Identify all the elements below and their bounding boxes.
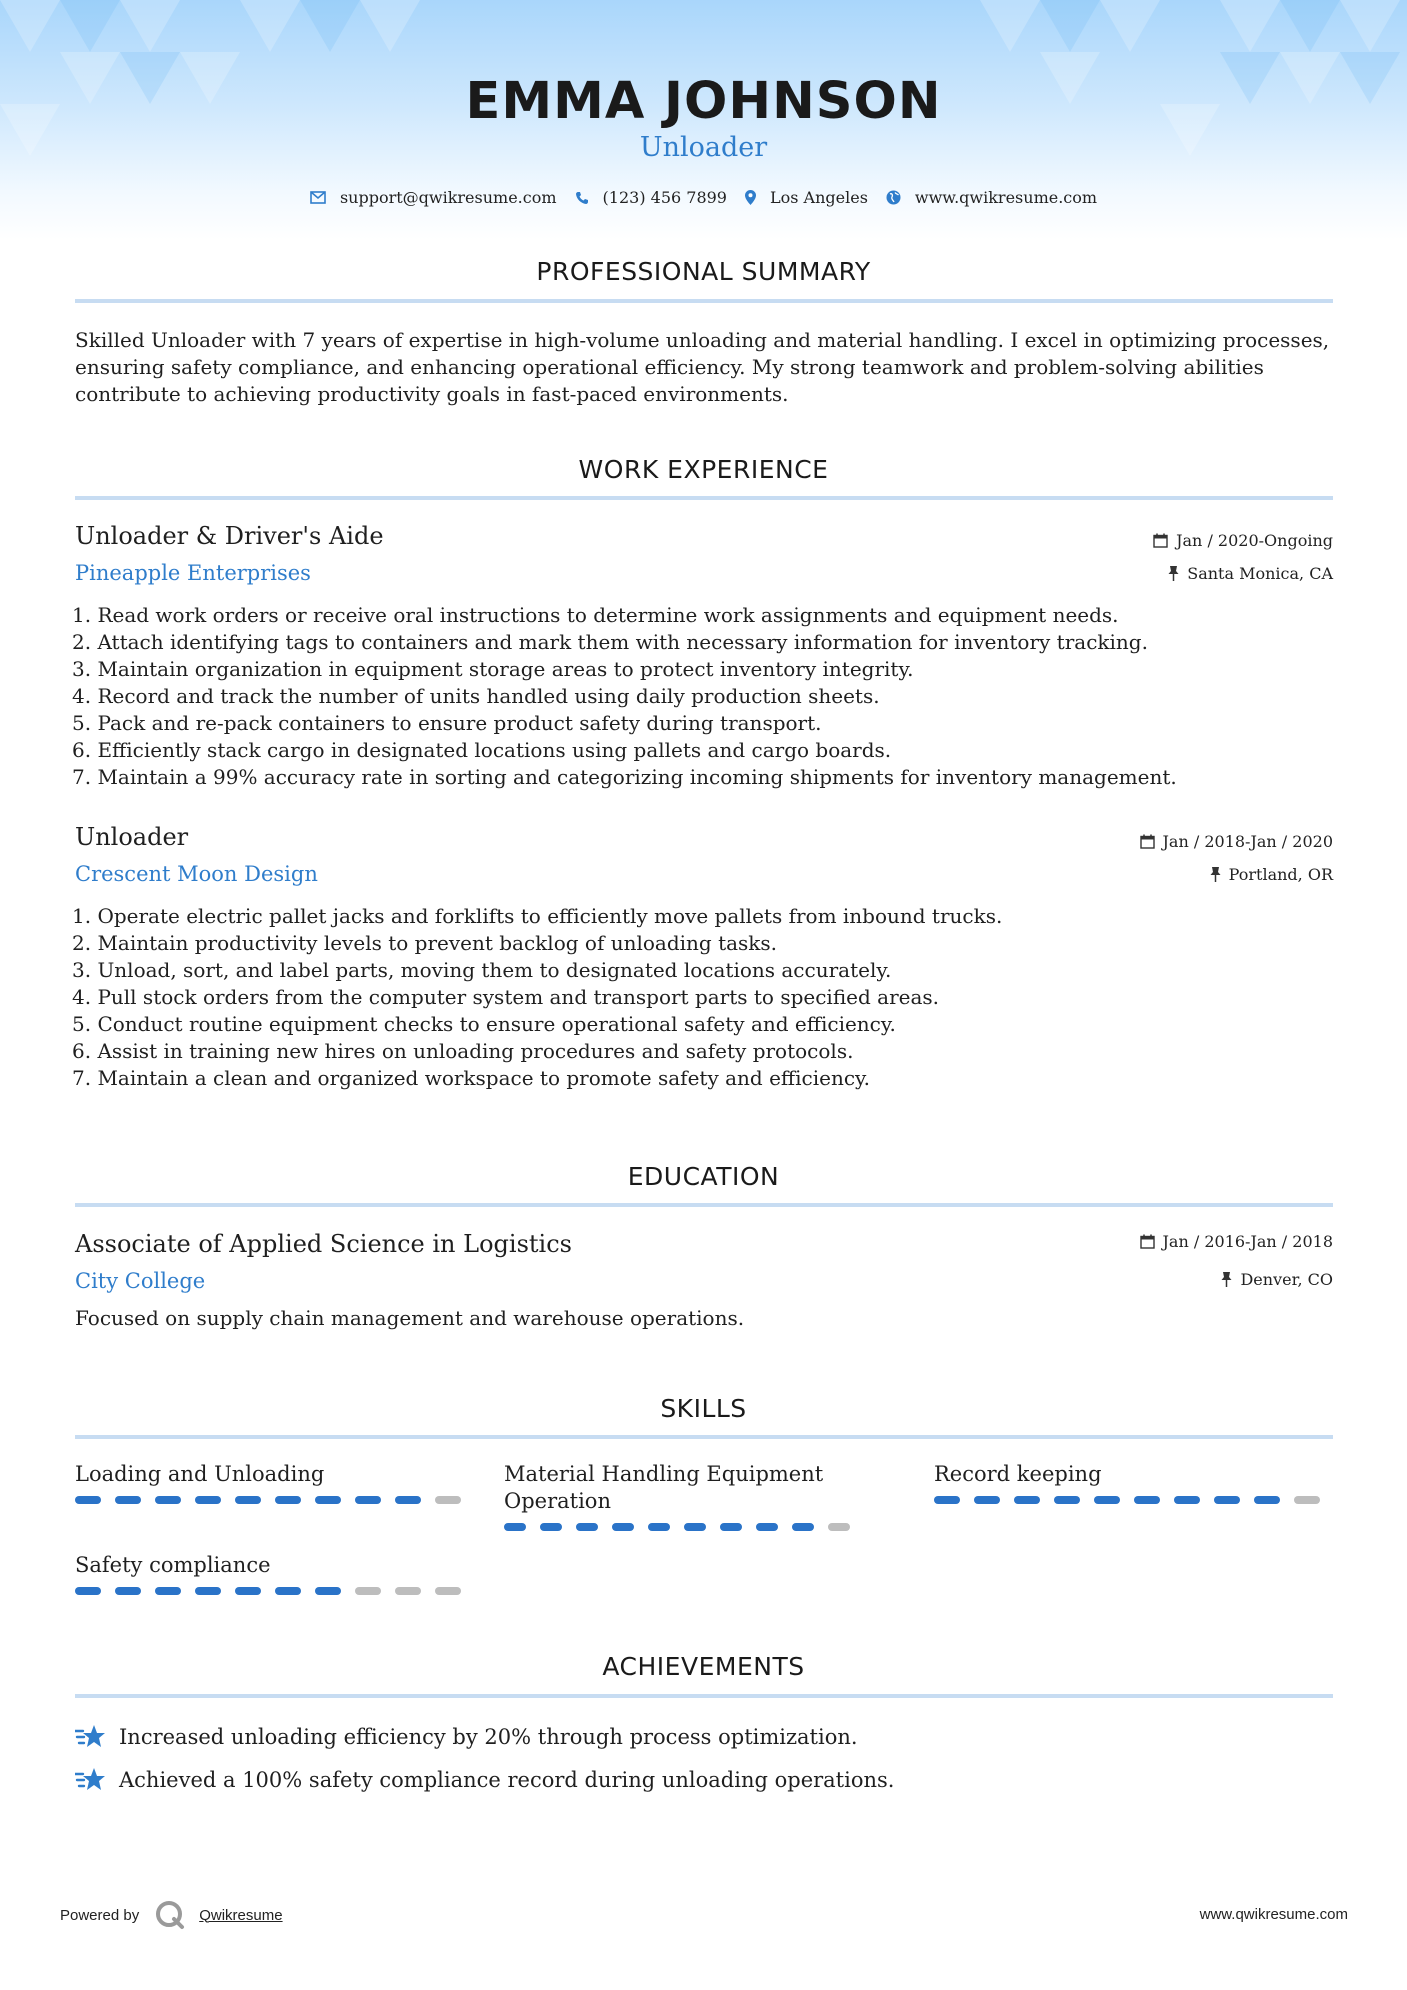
skill-segment-filled	[115, 1496, 141, 1504]
summary-line: Skilled Unloader with 7 years of expertise in high-volume unloading and material handling. I excel in optimizing processes,	[75, 328, 1330, 352]
skill-segment-filled	[75, 1496, 101, 1504]
duty-item: 4. Record and track the number of units handled using daily production sheets.	[72, 684, 880, 708]
skill-item	[75, 1461, 475, 1504]
summary-line: contribute to achieving productivity goals in fast-paced environments.	[75, 382, 789, 406]
duty-item: 2. Maintain productivity levels to prevent backlog of unloading tasks.	[72, 931, 778, 955]
duty-item: 1. Operate electric pallet jacks and forklifts to efficiently move pallets from inbound trucks.	[72, 904, 1003, 928]
duty-item: 6. Efficiently stack cargo in designated locations using pallets and cargo boards.	[72, 738, 892, 762]
skill-segment-filled	[1094, 1496, 1120, 1504]
achievement-text: Increased unloading efficiency by 20% through process optimization.	[119, 1725, 858, 1749]
pushpin-icon	[1210, 867, 1221, 882]
map-marker-icon	[745, 190, 756, 205]
duty-item: 7. Maintain a 99% accuracy rate in sorting and categorizing incoming shipments for inventory management.	[72, 765, 1177, 789]
skill-segment-empty	[395, 1587, 421, 1595]
contact-email-text: support@qwikresume.com	[339, 188, 557, 207]
skill-segment-filled	[504, 1523, 526, 1531]
duty-item: 6. Assist in training new hires on unloading procedures and safety protocols.	[72, 1039, 854, 1063]
skill-segment-filled	[720, 1523, 742, 1531]
achievements-heading: ACHIEVEMENTS	[602, 1652, 805, 1681]
achievement-text: Achieved a 100% safety compliance record during unloading operations.	[119, 1768, 895, 1792]
education-heading: EDUCATION	[627, 1162, 780, 1191]
education-dates	[1140, 1232, 1333, 1251]
school-name[interactable]: City College	[75, 1269, 206, 1293]
duty-item: 5. Conduct routine equipment checks to ensure operational safety and efficiency.	[72, 1012, 896, 1036]
pushpin-icon	[1168, 566, 1179, 581]
phone-icon	[575, 191, 589, 205]
skill-level-bar	[75, 1587, 475, 1595]
job-1-location-text: Santa Monica, CA	[1187, 564, 1333, 583]
skill-level-bar	[504, 1523, 864, 1531]
qwikresume-logo-icon	[155, 1900, 185, 1930]
skills-heading: SKILLS	[660, 1394, 747, 1423]
skill-segment-filled	[1014, 1496, 1040, 1504]
skills-divider	[75, 1435, 1333, 1439]
skill-segment-filled	[974, 1496, 1000, 1504]
globe-icon	[886, 190, 901, 205]
skill-segment-filled	[1214, 1496, 1240, 1504]
job-1-dates-text: Jan / 2020-Ongoing	[1176, 531, 1333, 550]
achievement-item	[75, 1723, 858, 1751]
skill-segment-filled	[684, 1523, 706, 1531]
education-location-text: Denver, CO	[1240, 1270, 1333, 1289]
job-2-location-text: Portland, OR	[1228, 865, 1333, 884]
skill-segment-filled	[315, 1587, 341, 1595]
skill-segment-filled	[1254, 1496, 1280, 1504]
contact-website-text: www.qwikresume.com	[914, 188, 1098, 207]
skill-segment-empty	[435, 1496, 461, 1504]
experience-heading: WORK EXPERIENCE	[578, 455, 829, 484]
skill-segment-empty	[435, 1587, 461, 1595]
duty-item: 1. Read work orders or receive oral instructions to determine work assignments and equipment needs.	[72, 603, 1119, 627]
skill-level-bar	[934, 1496, 1334, 1504]
job-2-duties	[72, 903, 1332, 1092]
skill-segment-filled	[155, 1496, 181, 1504]
calendar-icon	[1140, 1234, 1155, 1249]
skill-label: Material Handling Equipment Operation	[504, 1462, 824, 1513]
skill-item	[504, 1461, 864, 1531]
job-2-dates-text: Jan / 2018-Jan / 2020	[1162, 832, 1333, 851]
job-2-title: Unloader	[75, 823, 189, 851]
footer-powered-by	[60, 1900, 283, 1930]
job-1-duties	[72, 602, 1332, 791]
candidate-name: EMMA JOHNSON	[465, 72, 942, 131]
duty-item: 5. Pack and re-pack containers to ensure product safety during transport.	[72, 711, 822, 735]
summary-line: ensuring safety compliance, and enhancing operational efficiency. My strong teamwork and problem-solving abilities	[75, 355, 1264, 379]
skill-segment-filled	[648, 1523, 670, 1531]
skill-segment-filled	[75, 1587, 101, 1595]
skill-segment-filled	[115, 1587, 141, 1595]
envelope-icon	[310, 191, 326, 204]
duty-item: 7. Maintain a clean and organized workspace to promote safety and efficiency.	[72, 1066, 871, 1090]
summary-divider	[75, 299, 1333, 303]
skill-segment-filled	[395, 1496, 421, 1504]
skill-segment-filled	[1174, 1496, 1200, 1504]
calendar-icon	[1153, 533, 1168, 548]
skill-segment-empty	[828, 1523, 850, 1531]
degree-title: Associate of Applied Science in Logistics	[75, 1230, 572, 1258]
skill-segment-filled	[576, 1523, 598, 1531]
contact-website[interactable]	[886, 188, 1097, 207]
powered-by-label: Powered by	[60, 1906, 140, 1924]
achievement-item	[75, 1766, 894, 1794]
skill-segment-filled	[540, 1523, 562, 1531]
skill-label: Safety compliance	[75, 1553, 271, 1577]
duty-item: 3. Maintain organization in equipment storage areas to protect inventory integrity.	[72, 657, 914, 681]
job-2-company[interactable]: Crescent Moon Design	[75, 862, 318, 886]
duty-item: 2. Attach identifying tags to containers and mark them with necessary information for inventory tracking.	[72, 630, 1148, 654]
education-description: Focused on supply chain management and warehouse operations.	[75, 1306, 745, 1330]
skill-level-bar	[75, 1496, 475, 1504]
star-icon	[75, 1723, 105, 1751]
summary-heading: PROFESSIONAL SUMMARY	[536, 257, 871, 286]
skill-segment-filled	[612, 1523, 634, 1531]
summary-text	[75, 327, 1335, 408]
skill-segment-filled	[934, 1496, 960, 1504]
star-icon	[75, 1766, 105, 1794]
skill-segment-filled	[1134, 1496, 1160, 1504]
job-1-title: Unloader & Driver's Aide	[75, 522, 384, 550]
job-2-location	[1210, 865, 1333, 884]
duty-item: 4. Pull stock orders from the computer system and transport parts to specified areas.	[72, 985, 940, 1009]
contact-location	[745, 188, 868, 207]
skill-segment-filled	[275, 1496, 301, 1504]
footer-url[interactable]: www.qwikresume.com	[1199, 1906, 1348, 1923]
skill-segment-filled	[235, 1587, 261, 1595]
skill-segment-empty	[1294, 1496, 1320, 1504]
skill-segment-filled	[1054, 1496, 1080, 1504]
calendar-icon	[1140, 834, 1155, 849]
job-title: Unloader	[639, 132, 768, 163]
contact-email[interactable]	[310, 188, 557, 207]
contact-phone-text: (123) 456 7899	[602, 188, 727, 207]
skill-label: Record keeping	[934, 1462, 1102, 1486]
skill-item	[934, 1461, 1334, 1504]
duty-item: 3. Unload, sort, and label parts, moving them to designated locations accurately.	[72, 958, 892, 982]
education-dates-text: Jan / 2016-Jan / 2018	[1162, 1232, 1333, 1251]
skill-segment-filled	[195, 1496, 221, 1504]
education-divider	[75, 1203, 1333, 1207]
job-1-location	[1168, 564, 1333, 583]
contact-bar	[0, 188, 1407, 207]
skill-item	[75, 1552, 475, 1595]
skill-segment-filled	[792, 1523, 814, 1531]
experience-divider	[75, 496, 1333, 500]
achievements-divider	[75, 1694, 1333, 1698]
skill-segment-filled	[275, 1587, 301, 1595]
job-1-company[interactable]: Pineapple Enterprises	[75, 561, 311, 585]
skill-segment-filled	[155, 1587, 181, 1595]
education-location	[1221, 1270, 1333, 1289]
skill-segment-filled	[756, 1523, 778, 1531]
job-2-dates	[1140, 832, 1333, 851]
skill-segment-filled	[235, 1496, 261, 1504]
skill-segment-filled	[355, 1496, 381, 1504]
skill-segment-filled	[195, 1587, 221, 1595]
contact-location-text: Los Angeles	[769, 188, 868, 207]
skill-segment-filled	[315, 1496, 341, 1504]
skill-label: Loading and Unloading	[75, 1462, 325, 1486]
qwikresume-link[interactable]: Qwikresume	[199, 1906, 283, 1924]
job-1-dates	[1153, 531, 1333, 550]
skill-segment-empty	[355, 1587, 381, 1595]
pushpin-icon	[1221, 1272, 1232, 1287]
contact-phone[interactable]	[575, 188, 727, 207]
